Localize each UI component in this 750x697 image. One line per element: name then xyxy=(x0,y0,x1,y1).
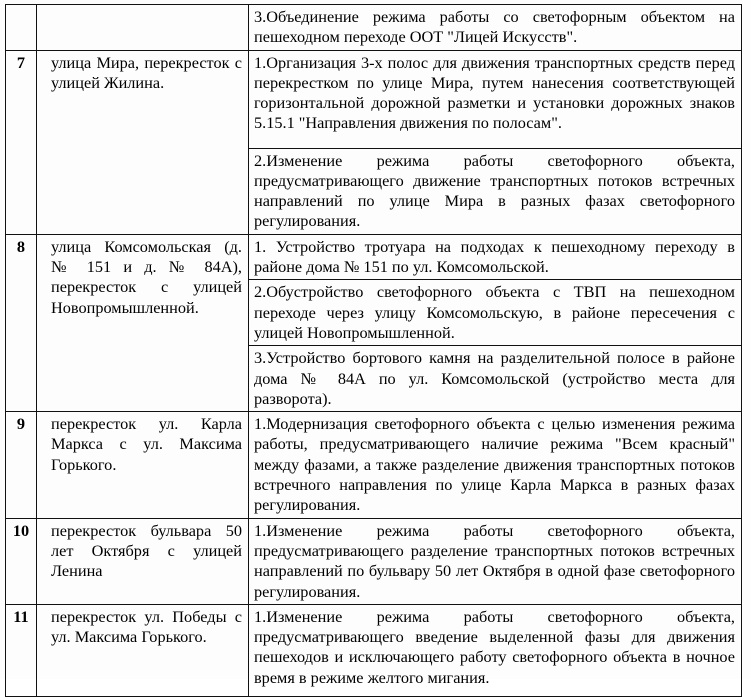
street-cell: перекресток бульвара 50 лет Октября с улицей Ленина xyxy=(37,518,249,604)
street-cell: перекресток ул. Победы с ул. Максима Горького. xyxy=(37,604,249,696)
measure-cell: 2.Обустройство светофорного объекта с ТВП на пешеходном переходе через улицу Комсомольскую, в районе пересечения с улицей Новопромышленной. xyxy=(249,280,742,346)
table-row xyxy=(6,604,742,696)
table-row xyxy=(6,5,742,51)
measure-cell: 1.Организация 3-х полос для движения транспортных средств перед перекрестком по улице Мира, путем нанесения соответствующей горизонтальной дорожной разметки и установки дорожных знаков 5.15.1 "Направления движения по полосам". xyxy=(249,50,742,148)
table-row xyxy=(6,412,742,518)
street-cell: перекресток ул. Карла Маркса с ул. Максима Горького. xyxy=(37,412,249,518)
row-number-cell: 7 xyxy=(6,50,37,234)
street-cell xyxy=(37,5,249,51)
table-row xyxy=(6,50,742,148)
measure-cell: 3.Устройство бортового камня на разделительной полосе в районе дома № 84А по ул. Комсомольской (устройство места для разворота). xyxy=(249,346,742,412)
measure-cell: 1.Модернизация светофорного объекта с целью изменения режима работы, предусматривающего наличие режима "Всем красный" между фазами, а также разделение движения транспортных потоков встречного направления по улице Карла Маркса в разных фазах регулирования. xyxy=(249,412,742,518)
row-number-cell: 10 xyxy=(6,518,37,604)
measures-table xyxy=(5,4,742,697)
row-number-cell xyxy=(6,5,37,51)
table-row xyxy=(6,518,742,604)
row-number-cell: 11 xyxy=(6,604,37,696)
measure-cell: 1.Изменение режима работы светофорного объекта, предусматривающего разделение транспортных потоков встречных направлений по бульвару 50 лет Октября в одной фазе светофорного регулирования. xyxy=(249,518,742,604)
row-number-cell: 9 xyxy=(6,412,37,518)
measure-cell: 3.Объединение режима работы со светофорным объектом на пешеходном переходе ООТ "Лицей Искусств". xyxy=(249,5,742,51)
measure-cell: 1.Изменение режима работы светофорного объекта, предусматривающего введение выделенной фазы для движения пешеходов и исключающего работу светофорного объекта в ночное время в режиме желтого мигания. xyxy=(249,604,742,696)
measure-cell: 2.Изменение режима работы светофорного объекта, предусматривающего движение транспортных потоков встречных направлений по улице Мира в разных фазах светофорного регулирования. xyxy=(249,148,742,234)
street-cell: улица Мира, перекресток с улицей Жилина. xyxy=(37,50,249,234)
measure-cell: 1. Устройство тротуара на подходах к пешеходному переходу в районе дома № 151 по ул. Комсомольской. xyxy=(249,234,742,280)
table-row xyxy=(6,234,742,280)
street-cell: улица Комсомольская (д. № 151 и д. № 84А), перекресток с улицей Новопромышленной. xyxy=(37,234,249,411)
row-number-cell: 8 xyxy=(6,234,37,411)
